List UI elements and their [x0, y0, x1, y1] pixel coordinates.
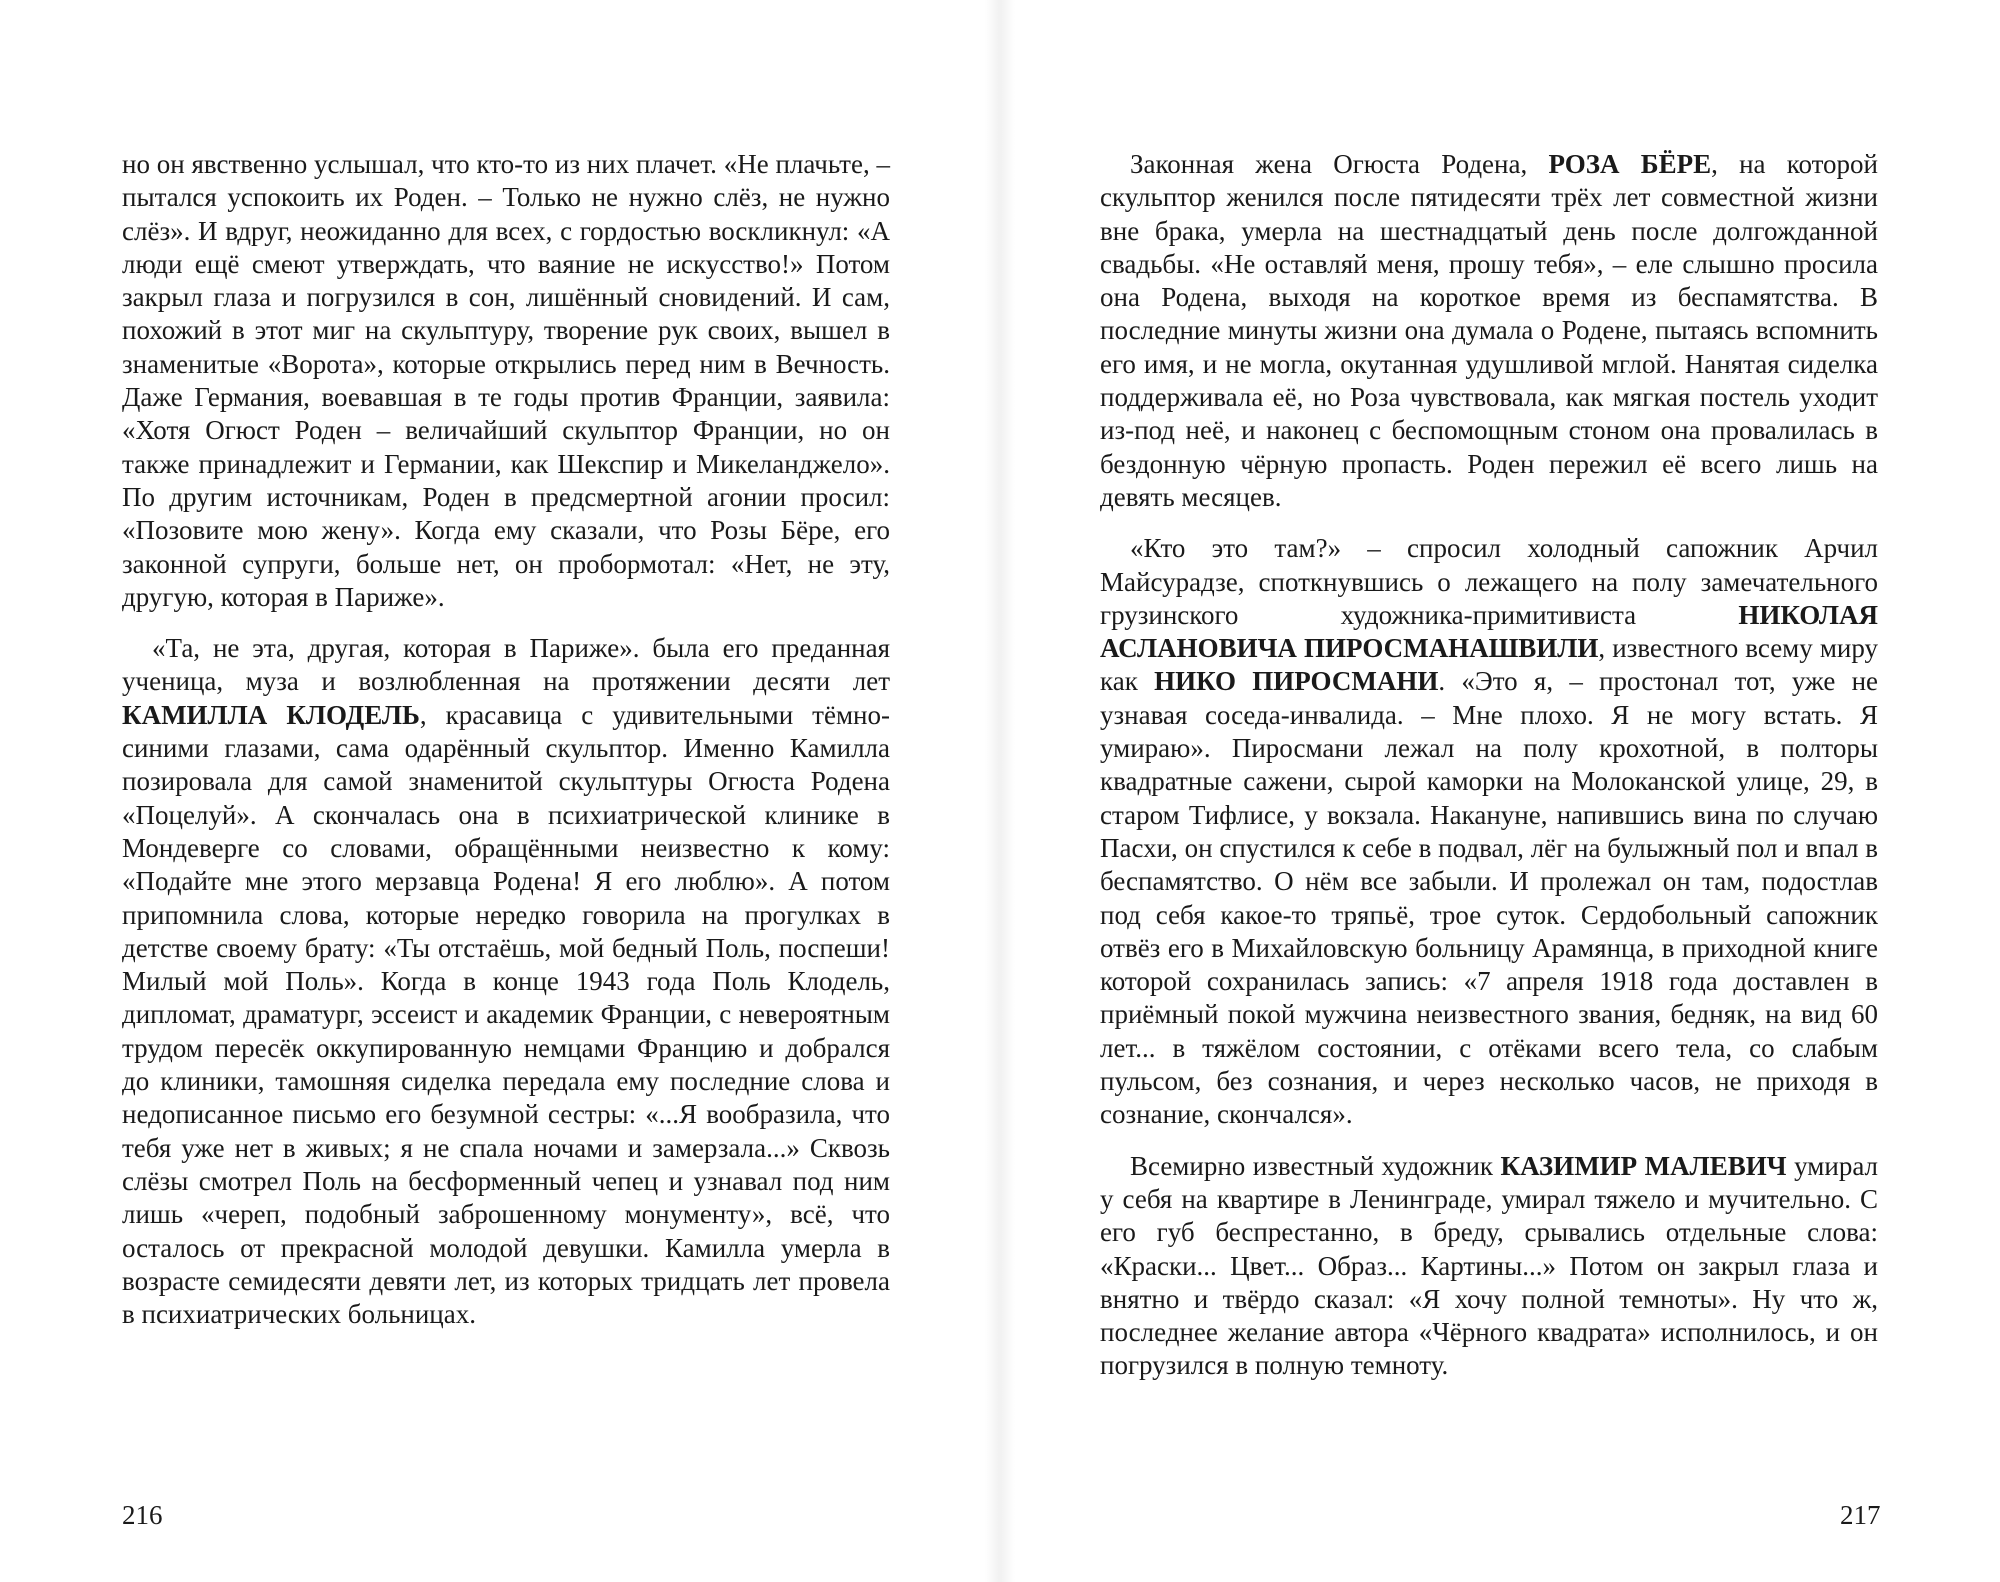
paragraph-text: . «Это я, – простонал тот, уже не узнавая соседа-инвалида. – Мне плохо. Я не могу встать. Я умираю». Пиросмани лежал на полу крохотной, в полторы квадратные сажени, сырой каморки на Молоканской улице, 29, в старом Тифлисе, у вокзала. Накануне, напившись вина по случаю Пасхи, он спустился к себе в подвал, лёг на булыжный пол и впал в беспамятство. О нём все забыли. И пролежал он там, подостлав под себя какое-то тряпьё, трое суток. Сердобольный сапожник отвёз его в Михайловскую больницу Арамянца, в приходной книге которой сохранилась запись: «7 апреля 1918 года доставлен в приёмный покой мужчина неизвестного звания, бедняк, на вид 60 лет... в тяжёлом состоянии, с отёками всего тела, со слабым пульсом, без сознания, и через несколько часов, не приходя в сознание, скончался».: [1100, 666, 1878, 1130]
paragraph-text: «Та, не эта, другая, которая в Париже». была его преданная ученица, муза и возлюбленная на протяжении десяти лет: [122, 633, 890, 697]
page-number-right: 217: [1840, 1500, 1881, 1530]
bold-name: КАМИЛЛА КЛОДЕЛЬ: [122, 699, 420, 730]
paragraph-text: , на которой скульптор женился после пятидесяти трёх лет совместной жизни вне брака, умерла на шестнадцатый день после долгожданной свадьбы. «Не оставляй меня, прошу тебя», – еле слышно просила она Родена, выходя на короткое время из беспамятства. В последние минуты жизни она думала о Родене, пытаясь вспомнить его имя, и не могла, окутанная удушливой мглой. Нанятая сиделка поддерживала её, но Роза чувствовала, как мягкая постель уходит из-под неё, и наконец с беспомощным стоном она провалилась в бездонную чёрную пропасть. Роден пережил её всего лишь на девять месяцев.: [1100, 149, 1878, 512]
left-page: [122, 148, 890, 1349]
paragraph: [1100, 1150, 1878, 1383]
paragraph-text: , красавица с удивительными тёмно-синими глазами, сама одарённый скульптор. Именно Камилла позировала для самой знаменитой скульптуры Огюста Родена «Поцелуй». А скончалась она в психиатрической клинике в Мондеверге со словами, обращёнными неизвестно к кому: «Подайте мне этого мерзавца Родена! Я его люблю». А потом припомнила слова, которые нередко говорила на прогулках в детстве своему брату: «Ты отстаёшь, мой бедный Поль, поспеши! Милый мой Поль». Когда в конце 1943 года Поль Клодель, дипломат, драматург, эссеист и академик Франции, с невероятным трудом пересёк оккупированную немцами Францию и добрался до клиники, тамошняя сиделка передала ему последние слова и недописанное письмо его безумной сестры: «...Я вообразила, что тебя уже нет в живых; я не спала ночами и замерзала...» Сквозь слёзы смотрел Поль на бесформенный чепец и узнавал под ним лишь «череп, подобный заброшенному монументу», всё, что осталось от прекрасной молодой девушки. Камилла умерла в возрасте семидесяти девяти лет, из которых тридцать лет провела в психиатрических больницах.: [122, 699, 890, 1330]
bold-name: НИКО ПИРОСМАНИ: [1154, 666, 1439, 697]
paragraph: [1100, 148, 1878, 514]
book-gutter: [985, 0, 1015, 1582]
paragraph-text: умирал у себя на квартире в Ленинграде, умирал тяжело и мучительно. С его губ беспрестанно, в бреду, срывались отдельные слова: «Краски... Цвет... Образ... Картины...» Потом он закрыл глаза и внятно и твёрдо сказал: «Я хочу полной темноты». Ну что ж, последнее желание автора «Чёрного квадрата» исполнилось, и он погрузился в полную темноту.: [1100, 1150, 1879, 1381]
paragraph-text: «Кто это там?» – спросил холодный сапожник Арчил Майсурадзе, споткнувшись о лежащего на полу замечательного грузинского художника-примитивиста: [1100, 533, 1878, 630]
paragraph: [1100, 532, 1878, 1131]
paragraph-text: , известного всему миру как: [1100, 633, 1878, 697]
bold-name: НИКОЛАЯ АСЛАНОВИЧА ПИРОСМАНАШВИЛИ: [1100, 599, 1878, 664]
paragraph: [122, 632, 890, 1331]
page-number-left: 216: [122, 1500, 163, 1530]
bold-name: РОЗА БЁРЕ: [1548, 149, 1712, 179]
paragraph-text: Законная жена Огюста Родена,: [1130, 149, 1549, 179]
paragraph-text: Всемирно известный художник: [1130, 1150, 1501, 1181]
paragraph-text: но он явственно услышал, что кто-то из них плачет. «Не плачьте, – пытался успокоить их Роден. – Только не нужно слёз, не нужно слёз». И вдруг, неожиданно для всех, с гордостью воскликнул: «А люди ещё смеют утверждать, что ваяние не искусство!» Потом закрыл глаза и погрузился в сон, лишённый сновидений. И сам, похожий в этот миг на скульптуру, творение рук своих, вышел в знаменитые «Ворота», которые открылись перед ним в Вечность. Даже Германия, воевавшая в те годы против Франции, заявила: «Хотя Огюст Роден – величайший скульптор Франции, но он также принадлежит и Германии, как Шекспир и Микеланджело». По другим источникам, Роден в предсмертной агонии просил: «Позовите мою жену». Когда ему сказали, что Розы Бёре, его законной супруги, больше нет, он пробормотал: «Нет, не эту, другую, которая в Париже».: [122, 149, 890, 612]
paragraph: [122, 148, 890, 614]
bold-name: КАЗИМИР МАЛЕВИЧ: [1500, 1150, 1787, 1181]
right-page: [1100, 148, 1878, 1401]
